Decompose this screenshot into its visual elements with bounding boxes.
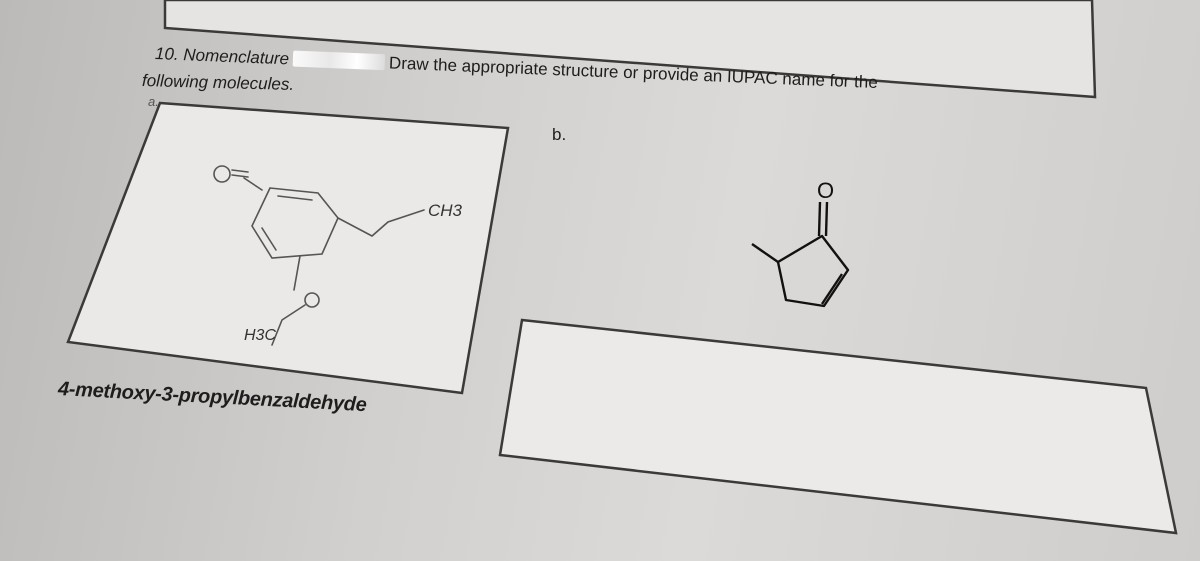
h3c-label: H3C [244, 327, 277, 344]
part-b-label: b. [552, 125, 567, 144]
question-instruction-cont: following molecules. [141, 71, 295, 94]
carbonyl-o-label: O [817, 178, 835, 203]
ch3-label: CH3 [428, 201, 463, 220]
part-b-answer-box[interactable] [500, 320, 1176, 533]
part-a-answer-box [68, 103, 508, 393]
part-a-answer-name: 4-methoxy-3-propylbenzaldehyde [57, 378, 368, 417]
cyclopentenone-structure [752, 202, 848, 306]
question-number: 10. Nomenclature [154, 44, 290, 69]
question-instruction: Draw the appropriate structure or provide an IUPAC name for the [388, 53, 879, 93]
part-a-label: a. [148, 94, 159, 109]
redacted-text [293, 51, 386, 71]
